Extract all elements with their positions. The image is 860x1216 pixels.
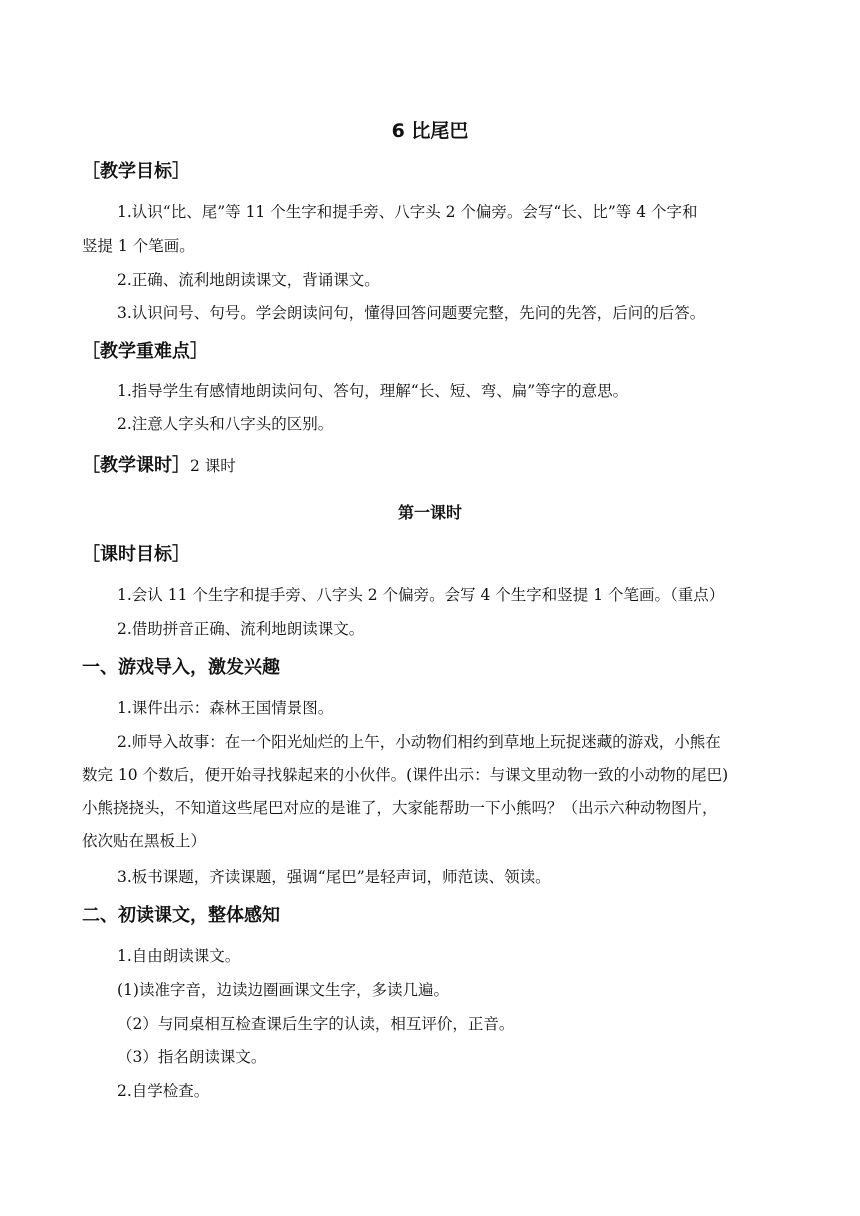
section2-line: (1)读准字音，边读边圈画课文生字，多读几遍。: [117, 981, 449, 999]
teaching-goals-heading: [82, 160, 190, 184]
teaching-goal-line: 2.正确、流利地朗读课文，背诵课文。: [117, 271, 380, 289]
lesson-goals-heading: [82, 543, 190, 567]
teaching-goals-heading-text: ［教学目标］: [82, 161, 190, 182]
teaching-goal-line: 3.认识问号、句号。学会朗读问句，懂得回答问题要完整，先问的先答，后问的后答。: [117, 304, 706, 322]
lesson-goal-line: 1.会认 11 个生字和提手旁、八字头 2 个偏旁。会写 4 个生字和竖提 1 个笔画。（重点）: [117, 586, 725, 604]
section1-line: 小熊挠挠头，不知道这些尾巴对应的是谁了，大家能帮助一下小熊吗？（出示六种动物图片，: [82, 799, 718, 817]
section1-line: 1.课件出示：森林王国情景图。: [117, 699, 334, 717]
lesson-goal-line: 2.借助拼音正确、流利地朗读课文。: [117, 620, 365, 638]
teaching-goal-line: 1.认识“比、尾”等 11 个生字和提手旁、八字头 2 个偏旁。会写“长、比”等 4 个字和: [117, 203, 698, 221]
section1-heading: 一、游戏导入，激发兴趣: [82, 657, 280, 678]
section1-line: 依次贴在黑板上）: [82, 832, 207, 850]
key-point-line: 2.注意人字头和八字头的区别。: [117, 415, 334, 433]
lesson1-title: 第一课时: [397, 503, 462, 522]
section2-line: 1.自由朗读课文。: [117, 947, 241, 965]
section1-line: 数完 10 个数后，便开始寻找躲起来的小伙伴。(课件出示：与课文里动物一致的小动物的尾巴): [82, 766, 729, 784]
teaching-goal-line: 竖提 1 个笔画。: [82, 237, 195, 255]
lesson-title: 6 比尾巴: [391, 120, 469, 142]
section1-line: 2.师导入故事：在一个阳光灿烂的上午，小动物们相约到草地上玩捉迷藏的游戏，小熊在: [117, 733, 721, 751]
lesson-goals-heading-text: ［课时目标］: [82, 544, 190, 565]
teaching-hours-heading: [82, 454, 236, 478]
section2-line: （3）指名朗读课文。: [117, 1048, 267, 1066]
section2-line: （2）与同桌相互检查课后生字的认读，相互评价，正音。: [117, 1015, 515, 1033]
teaching-hours-value: 2 课时: [190, 457, 236, 475]
teaching-hours-heading-text: ［教学课时］: [82, 455, 190, 476]
key-points-heading: [82, 340, 208, 364]
section1-line: 3.板书课题，齐读课题，强调“尾巴”是轻声词，师范读、领读。: [117, 868, 551, 886]
section2-heading: 二、初读课文，整体感知: [82, 905, 280, 926]
key-point-line: 1.指导学生有感情地朗读问句、答句，理解“长、短、弯、扁”等字的意思。: [117, 382, 629, 400]
section2-line: 2.自学检查。: [117, 1082, 210, 1100]
key-points-heading-text: ［教学重难点］: [82, 341, 208, 362]
